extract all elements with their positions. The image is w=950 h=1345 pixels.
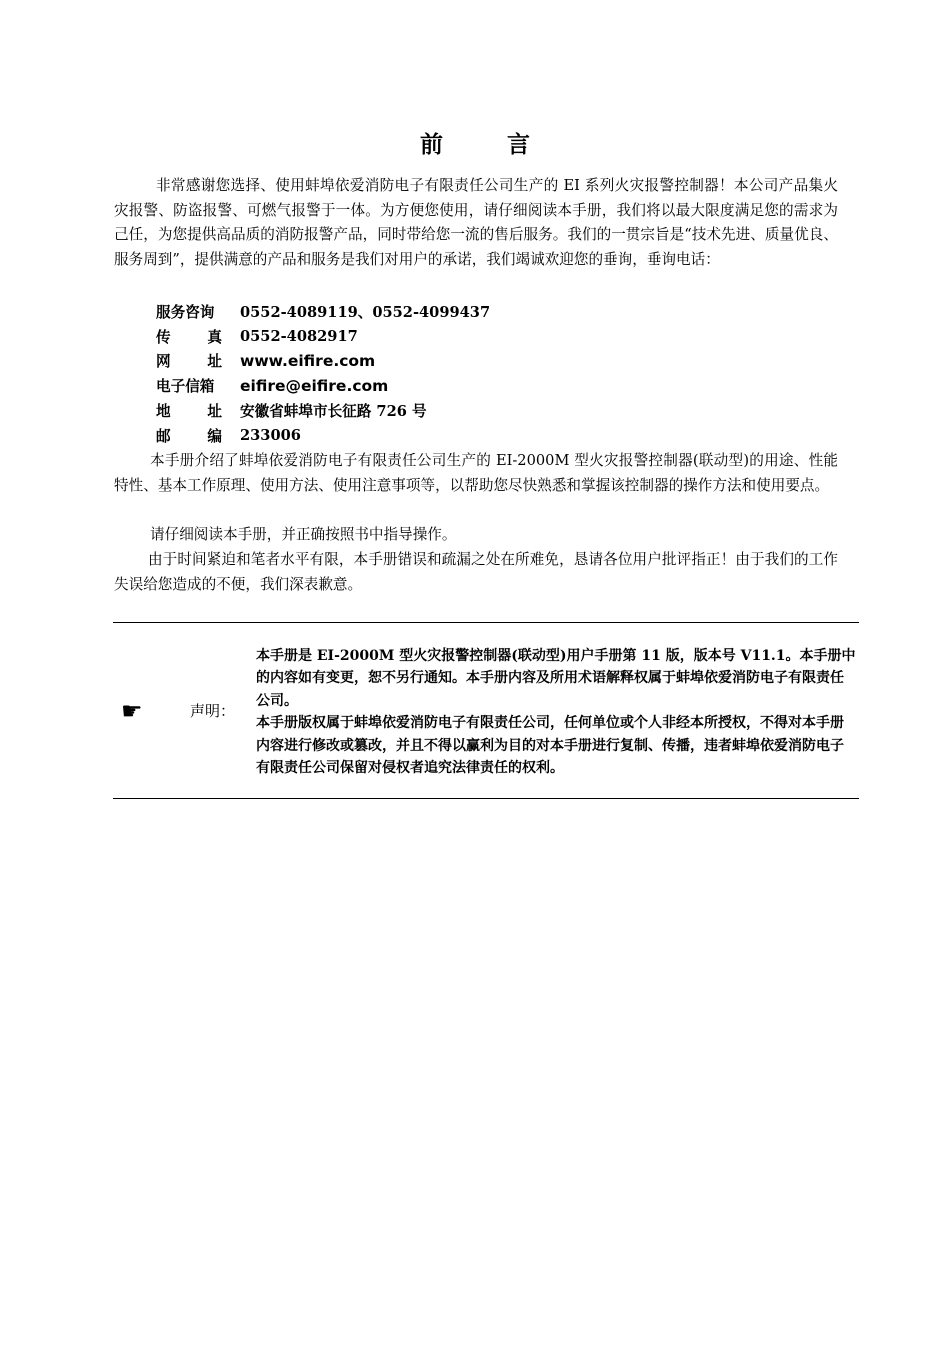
contact-label: [156, 301, 222, 322]
notice-label: 声明：: [190, 702, 236, 720]
contact-row-postcode: [156, 423, 490, 448]
contact-list: [156, 299, 490, 448]
contact-label-char: 址: [207, 353, 222, 371]
contact-label-char: 真: [207, 328, 222, 346]
notice-line: 本手册是 EI-2000M 型火灾报警控制器(联动型)用户手册第 11 版，版本号 V11.1。本手册中的内容如有变更，恕不另行通知。本手册内容及所用术语解释权属于蚌埠依爱消防电子有限责任公司。: [256, 648, 856, 709]
pointing-hand-icon: ☛: [121, 697, 143, 725]
contact-row-fax: [156, 324, 490, 349]
page-title: 前 言: [419, 131, 558, 158]
contact-label-char: 编: [207, 427, 222, 445]
contact-label-char: 传: [156, 328, 171, 346]
contact-row-address: [156, 398, 490, 423]
contact-row-service: [156, 299, 490, 324]
read-instructions-paragraph: 请仔细阅读本手册，并正确按照书中指导操作。: [150, 526, 457, 543]
contact-label: [156, 375, 222, 396]
notice-line: 本手册版权属于蚌埠依爱消防电子有限责任公司，任何单位或个人非经本所授权，不得对本手册内容进行修改或篡改，并且不得以赢利为目的对本手册进行复制、传播，违者蚌埠依爱消防电子有限责任公司保留对侵权者追究法律责任的权利。: [256, 715, 844, 777]
address-value: 安徽省蚌埠市长征路 726 号: [240, 403, 427, 421]
contact-label-text: 服务咨询: [156, 303, 215, 321]
contact-label: [156, 425, 222, 446]
contact-label-char: 网: [156, 353, 171, 371]
contact-label-text: 电子信箱: [156, 378, 215, 396]
contact-label: [156, 350, 222, 371]
contact-label-char: 址: [207, 403, 222, 421]
notice-box: [113, 623, 859, 798]
contact-label: [156, 326, 222, 347]
contact-label: [156, 400, 222, 421]
manual-intro-paragraph: 本手册介绍了蚌埠依爱消防电子有限责任公司生产的 EI-2000M 型火灾报警控制器(联动型)的用途、性能特性、基本工作原理、使用方法、使用注意事项等，以帮助您尽快熟悉和掌握该控制器的操作方法和使用要点。: [114, 452, 838, 494]
website-link[interactable]: www.eifire.com: [240, 351, 376, 370]
contact-row-email: [156, 373, 490, 398]
contact-label-char: 邮: [156, 427, 171, 445]
notice-text: [256, 645, 856, 779]
email-link[interactable]: eifire@eifire.com: [240, 376, 389, 395]
intro-paragraph: 非常感谢您选择、使用蚌埠依爱消防电子有限责任公司生产的 EI 系列火灾报警控制器！本公司产品集火灾报警、防盗报警、可燃气报警于一体。为方便您使用，请仔细阅读本手册，我们将以最大限度满足您的需求为己任，为您提供高品质的消防报警产品，同时带给您一流的售后服务。我们的一贯宗旨是“技术先进、质量优良、服务周到”，提供满意的产品和服务是我们对用户的承诺，我们竭诚欢迎您的垂询，垂询电话：: [114, 177, 838, 268]
postcode-value: 233006: [240, 426, 301, 444]
fax-value: 0552-4082917: [240, 327, 358, 345]
contact-label-char: 地: [156, 403, 171, 421]
notice-bottom-divider: [113, 798, 859, 799]
contact-row-website: [156, 349, 490, 374]
apology-paragraph: 由于时间紧迫和笔者水平有限，本手册错误和疏漏之处在所难免，恳请各位用户批评指正！由于我们的工作失误给您造成的不便，我们深表歉意。: [114, 551, 838, 593]
service-phone-value: 0552-4089119、0552-4099437: [240, 303, 491, 321]
